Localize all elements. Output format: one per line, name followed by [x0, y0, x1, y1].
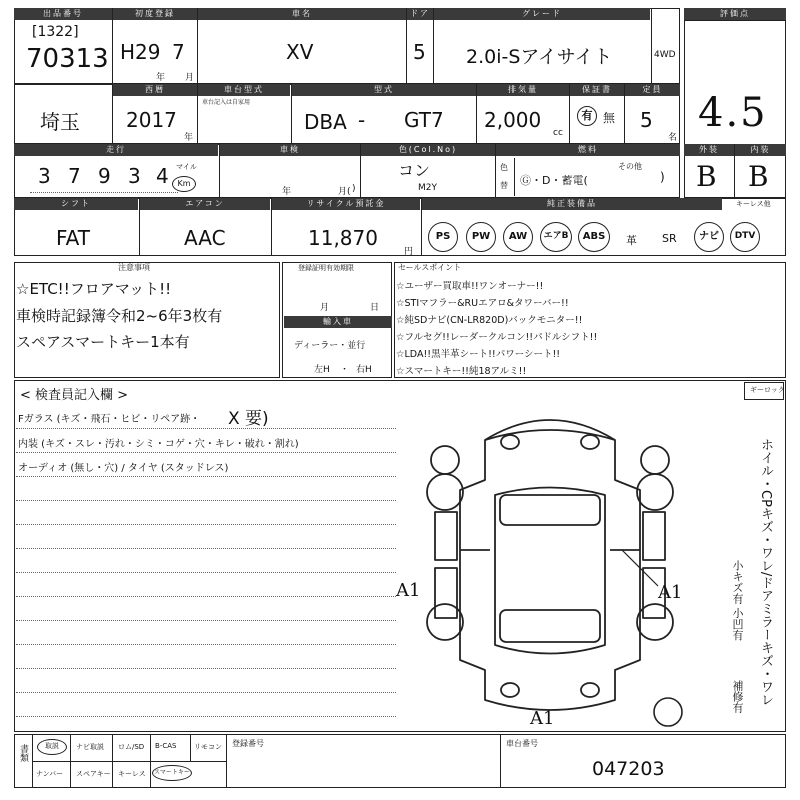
recycle-header: リサイクル預託金: [272, 198, 420, 210]
equip-abs: ABS: [578, 222, 610, 252]
sales-point: ☆LDA!!黒半革シート!!パワーシート!!: [396, 349, 561, 360]
left-door-front: [435, 512, 457, 560]
damage-left: A1: [396, 580, 421, 601]
frame-no-label: 車台番号: [506, 739, 538, 748]
equip-airbag: エアB: [540, 222, 572, 252]
mileage-digit: 4: [156, 164, 169, 188]
front-bumper: [485, 430, 615, 440]
sales-point: ☆純SDナビ(CN-LR820D)バックモニター!!: [396, 315, 583, 326]
lot-header: 出品番号: [14, 8, 112, 20]
interior-grade: B: [748, 160, 769, 193]
inspection-year-unit: 年: [282, 187, 292, 197]
rear-right-lamp: [581, 683, 599, 697]
front-right-wheel: [641, 446, 669, 474]
month-unit: 月: [185, 73, 195, 83]
windshield: [500, 495, 600, 525]
warranty-yes-circled: 有: [577, 106, 597, 126]
grade-header: グレード: [434, 8, 650, 20]
front-left-tire: [427, 474, 463, 510]
doc-item: ロム/SD: [118, 743, 145, 751]
left-door-rear: [435, 568, 457, 618]
import-dealer: ディーラー・並行: [294, 341, 366, 351]
lot-number: 70313: [26, 44, 109, 74]
equip-ps: PS: [428, 222, 458, 252]
equip-leather: 革: [626, 234, 637, 247]
mileage-digit: 7: [68, 164, 81, 188]
inspection-month-unit: 月(: [338, 187, 351, 197]
capacity-unit: 名: [668, 133, 678, 143]
lot-code: [1322]: [32, 24, 79, 40]
kerolock-label: ギーロック: [750, 386, 785, 394]
fuel-other-label: その他: [618, 162, 642, 171]
capacity-value: 5: [640, 108, 653, 132]
registration-month: 月: [320, 303, 330, 313]
right-door-front: [643, 512, 665, 560]
note-line: 車検時記録簿令和2~6年3枚有: [16, 307, 223, 325]
warranty-no: 無: [603, 111, 616, 125]
car-diagram: [400, 400, 700, 730]
vin-header: 車台型式: [198, 84, 290, 96]
wheel-circle-right: [654, 698, 682, 726]
displacement-unit: cc: [553, 128, 563, 138]
doc-item: ナビ取説: [76, 743, 104, 751]
docs-side-label: 書類: [18, 744, 28, 762]
import-right: 右H: [356, 365, 372, 375]
interior-header: 内装: [735, 144, 786, 156]
warranty-header: 保証書: [570, 84, 624, 96]
year-unit: 年: [156, 73, 166, 83]
inspection-header: 車検: [220, 144, 360, 156]
legend-vertical-repair: 補修有: [731, 680, 744, 713]
fuel-close: ): [660, 170, 665, 184]
mileage-header: 走行: [14, 144, 218, 156]
sales-header: セールスポイント: [398, 263, 462, 272]
front-right-lamp: [581, 435, 599, 449]
inspector-header: < 検査員記入欄 >: [20, 388, 129, 403]
score-value: 4.5: [698, 90, 768, 136]
recycle-value: 11,870: [308, 226, 378, 250]
doc-smartkey-circled: スマートキー: [152, 765, 192, 781]
grade-value: 2.0i-Sアイサイト: [466, 46, 613, 68]
drive-type: 4WD: [654, 50, 676, 60]
doc-manual-circled: 取説: [37, 739, 67, 755]
color-name: コン: [398, 161, 431, 180]
frame-number: 047203: [592, 758, 665, 780]
capacity-header: 定員: [625, 84, 680, 96]
car-body-outline: [460, 420, 640, 710]
registration-day: 日: [370, 303, 380, 313]
inspection-close: ): [352, 184, 356, 194]
equip-aw: AW: [503, 222, 533, 252]
fuel-header: 燃料: [496, 144, 680, 156]
keyless-header: キーレス他: [736, 200, 771, 208]
doc-item: リモコン: [194, 743, 222, 751]
color-header: 色(Col.No): [361, 144, 495, 156]
front-left-wheel: [431, 446, 459, 474]
sales-point: ☆スマートキー!!純18アルミ!!: [396, 366, 527, 377]
sales-point: ☆フルセグ!!レーダークルコン!!パドルシフト!!: [396, 332, 598, 343]
import-header: 輸入車: [284, 316, 392, 328]
doc-item: スペアキー: [76, 770, 111, 778]
legend-vertical-main: ホイル・CPキズ・ワレ/ドアミラーキズ・ワレ: [758, 438, 773, 707]
sales-point: ☆ユーザー買取車!!ワンオーナー!!: [396, 281, 544, 292]
exterior-grade: B: [696, 160, 717, 193]
exterior-header: 外装: [684, 144, 734, 156]
first-reg-era: H29: [120, 40, 161, 64]
displacement-header: 排気量: [477, 84, 569, 96]
recycle-unit: 円: [404, 247, 414, 257]
displacement-value: 2,000: [484, 108, 542, 132]
color-change-bottom: 替: [500, 181, 508, 190]
inspector-line: オーディオ (無し・穴) / タイヤ (スタッドレス): [18, 463, 229, 474]
damage-bottom: A1: [530, 708, 555, 729]
doors-header: ドア: [407, 8, 433, 20]
note-line: ☆ETC!!フロアマット!!: [16, 280, 172, 298]
model-code: GT7: [404, 108, 444, 132]
color-change-top: 色: [500, 163, 508, 172]
car-name-header: 車名: [198, 8, 406, 20]
equip-sunroof: SR: [662, 232, 677, 245]
first-reg-month: 7: [172, 40, 185, 64]
equip-dtv: DTV: [730, 222, 760, 252]
damage-right: A1: [658, 582, 683, 603]
registration-header: 登録証明有効期限: [298, 264, 354, 272]
year-ad-unit: 年: [184, 133, 194, 143]
inspector-line: 内装 (キズ・スレ・汚れ・シミ・コゲ・穴・キレ・破れ・割れ): [18, 439, 299, 450]
mileage-digit: 9: [98, 164, 111, 188]
equip-pw: PW: [466, 222, 496, 252]
color-code: M2Y: [418, 183, 437, 193]
legend-vertical-sub: 小キズ有 小凹有: [731, 560, 744, 641]
equip-navi: ナビ: [694, 222, 724, 252]
equipment-header: 純正装備品: [422, 198, 722, 210]
fuel-options: Ⓖ・D・蓄電(: [520, 174, 588, 187]
vin-note: 車台記入は自家用: [202, 99, 251, 106]
mileage-digit: 3: [38, 164, 51, 188]
reg-no-label: 登録番号: [232, 739, 264, 748]
prefecture: 埼玉: [40, 110, 80, 134]
model-header: 型式: [292, 84, 476, 96]
mileage-unit-km-circled: Km: [172, 176, 196, 192]
import-left: 左H: [314, 365, 330, 375]
front-right-tire: [637, 474, 673, 510]
glass-mark: X 要): [228, 409, 269, 429]
aircon-header: エアコン: [140, 198, 270, 210]
rear-window: [500, 610, 600, 642]
mileage-unit-mile: マイル: [176, 163, 197, 171]
sales-point: ☆STIマフラー&RUエアロ&タワーバー!!: [396, 298, 569, 309]
roof-outline: [495, 488, 605, 654]
shift-value: FAT: [56, 226, 91, 250]
note-line: スペアスマートキー1本有: [16, 333, 190, 351]
score-header: 評価点: [684, 8, 786, 20]
aircon-value: AAC: [184, 226, 226, 250]
mileage-digit: 3: [128, 164, 141, 188]
year-ad: 2017: [126, 108, 177, 132]
import-dot: ・: [340, 365, 350, 375]
model-dash: -: [358, 108, 366, 132]
front-left-lamp: [501, 435, 519, 449]
rear-left-lamp: [501, 683, 519, 697]
car-name: XV: [286, 40, 314, 64]
year-header: 西暦: [113, 84, 197, 96]
doors-value: 5: [413, 40, 426, 64]
doc-item: キーレス: [118, 770, 146, 778]
notes-header: 注意事項: [118, 263, 150, 272]
doc-item: ナンバー: [36, 770, 64, 778]
inspector-line: Fガラス (キズ・飛石・ヒビ・リペア跡・: [18, 414, 201, 425]
shift-header: シフト: [14, 198, 138, 210]
first-reg-header: 初度登録: [113, 8, 197, 20]
model-prefix: DBA: [304, 110, 347, 134]
doc-item: B-CAS: [155, 742, 177, 750]
